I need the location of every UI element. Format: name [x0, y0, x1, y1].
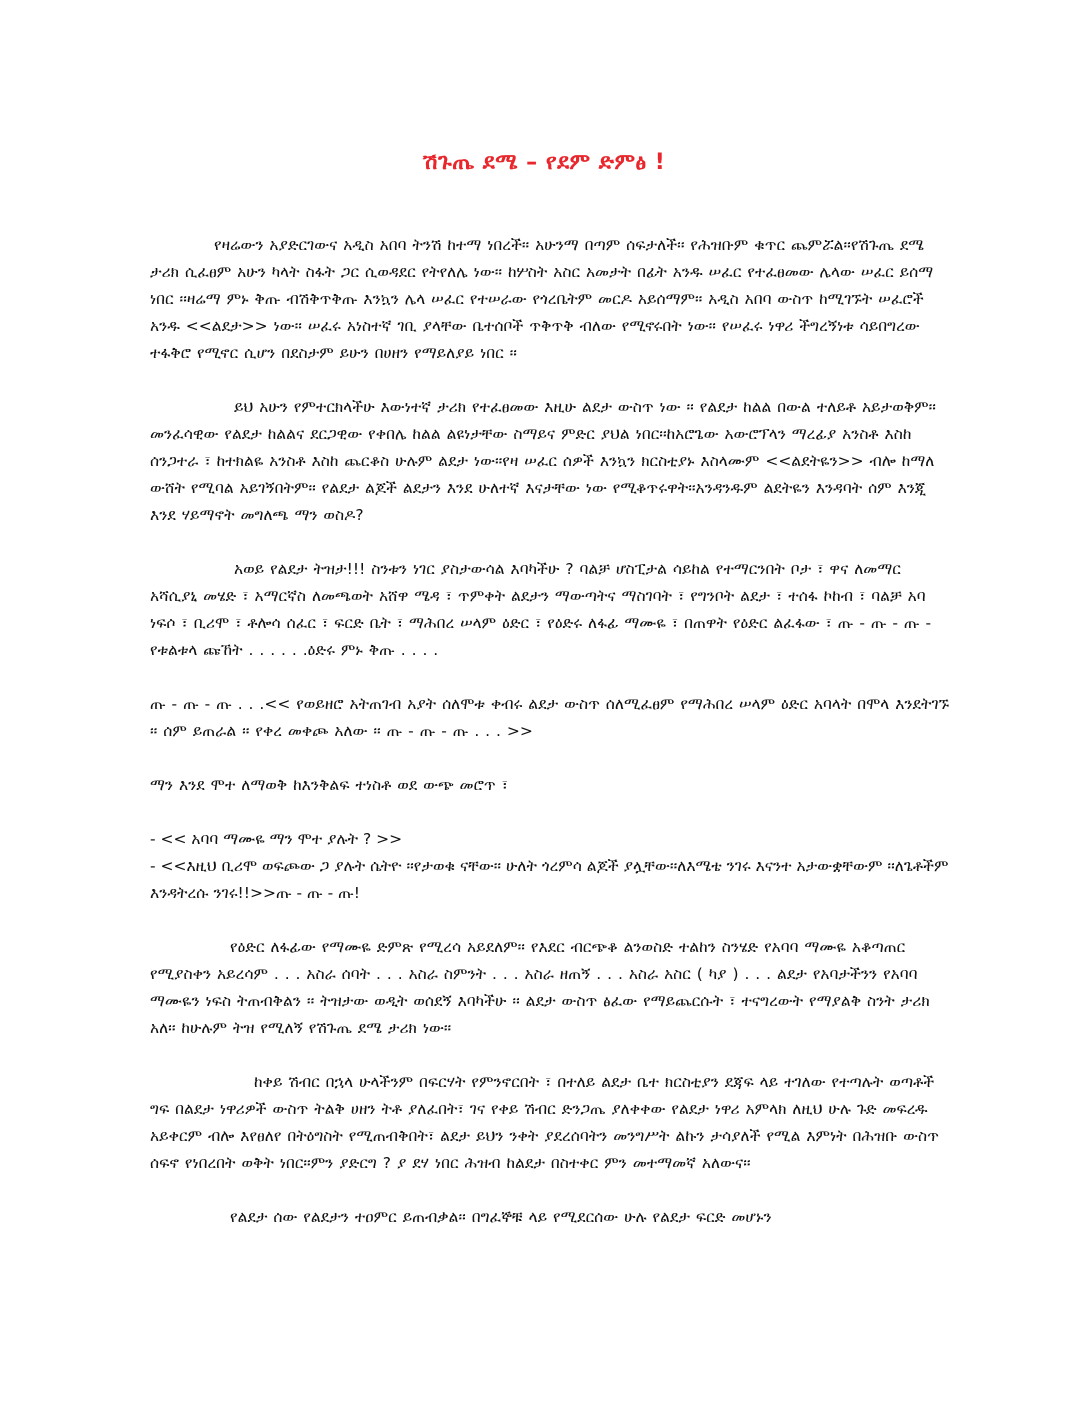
paragraph-4: ጡ - ጡ - ጡ . . .<< የወይዘሮ አትጠገብ አያት ሰለሞቱ ቀብሩ ልደታ ውስጥ ሰለሚፈፀም የማሕበረ ሠላም ዕድር አባላት በሞላ እንደትገኙ ፡፡ ሰም ይጠራል ፡፡ የቀረ መቀጮ አለው ፡፡ ጡ - ጡ - ጡ . . . >> — [150, 695, 950, 740]
paragraph-7: ከቀይ ሽብር በኋላ ሁላችንም በፍርሃት የምንኖርበት ፣ በተለይ ልደታ ቤተ ክርስቲያን ደጃፍ ላይ ተገለው የተጣሉት ወጣቶች ግፍ በልደታ ነዋሪዎች ውስጥ ትልቅ ሀዘን ትቶ ያለፈበት፣ ገና የቀይ ሽብር ድንጋጤ ያለቀቀው የልደታ ነዋሪ አምላክ ለዚህ ሁሉ ጉድ መፍረዱ አይቀርም ብሎ እየፀለየ በትዕግስት የሚጠብቅበት፣ ልደታ ይህን ንቀት ያደረሰባትን መንግሥት ልኩን ታሳያለች የሚል እምነት በሕዝቡ ውስጥ ሰፍኖ የነበረበት ወቅት ነበር፡፡ምን ያድርግ ? ያ ደሃ ነበር ሕዝብ ከልደታ በስተቀር ምን መተማመኛ አለውና፡፡ — [150, 1073, 939, 1172]
paragraph-2: ይህ አሁን የምተርክላችሁ እውነተኛ ታሪክ የተፈፀመው እዚሁ ልደታ ውስጥ ነው ፡፡ የልደታ ከልል በውል ተለይቶ አይታወቅም፡፡መንፈሳዊው የልደታ ከልልና ደርጋዊው የቀበሌ ከልል ልዩነታቸው ስማይና ምድር ያህል ነበር፡፡ከአሮጌው አውሮፕላን ማረፊያ አንስቶ እስከ ሰንጋተራ ፣ ከተክልዬ አንስቶ እስከ ጨርቆስ ሁሉም ልደታ ነው፡፡የዛ ሠፈር ሰዎች እንኳን ክርስቲያኑ እስላሙም <<ልደትዬን>> ብሎ ከማለ ውሸት የሚባል አይገኝበትም፡፡ የልደታ ልጆች ልደታን እንደ ሁለተኛ እናታቸው ነው የሚቆጥሩዋት፡፡አንዳንዱም ልደትዬን እንዳባት ሰም እንጂ እንደ ሃይማኖት መግለጫ ማን ወስዶ? — [150, 398, 936, 524]
paragraph-1: የዛሬውን አያድርገውና አዲስ አበባ ትንሽ ከተማ ነበረች፡፡ አሁንማ በጣም ሰፍታለች፡፡ የሕዝቡም ቁጥር ጨምሯል፡፡የሽጉጤ ደሜ ታሪክ ሲፈፀም አሁን ካላት ስፋት ጋር ሲወዳደር የትየለሌ ነው፡፡ ከሦስት አስር አመታት በፊት አንዱ ሠፈር የተፈፀመው ሌላው ሠፈር ይሰማ ነበር ፡፡ዛሬማ ምኑ ቅጡ ብሽቅጥቅጡ እንኳን ሌላ ሠፈር የተሠራው የጎረቤትም መርዶ አይሰማም፡፡ አዲስ አበባ ውስጥ ከሚገኙት ሠፈሮች አንዱ <<ልደታ>> ነው፡፡ ሠፈሩ አነስተኛ ገቢ ያላቸው ቤተሰቦች ጥቅጥቅ ብለው የሚኖሩበት ነው፡፡ የሠፈሩ ነዋሪ ችግረኝነቱ ሳይበግረው ተፋቅሮ የሚኖር ሲሆን በደስታም ይሁን በሀዘን የማይለያይ ነበር ፡፡ — [150, 236, 934, 362]
paragraph-5: ማን እንደ ሞተ ለማወቅ ከእንቅልፍ ተነስቶ ወደ ውጭ መሮጥ ፣ — [150, 776, 508, 794]
dialog-block — [150, 826, 950, 907]
paragraph-3: አወይ የልደታ ትዝታ!!! ስንቱን ነገር ያስታውሳል እባካችሁ ? ባልቻ ሆስፒታል ሳይከል የተማርንበት ቦታ ፣ ዋና ለመማር አሻሲያኒ መሄድ ፣ አማርኛስ ለመጫወት አሸዋ ሜዳ ፣ ጥምቀት ልደታን ማውጣትና ማስገባት ፣ የግንቦት ልደታ ፣ ተሰፋ ኮከብ ፣ ባልቻ አባ ነፍሶ ፣ ቢሪሞ ፣ ቶሎሳ ሰፈር ፣ ፍርድ ቤት ፣ ማሕበረ ሠላም ዕድር ፣ የዕድሩ ለፋፊ ማሙዬ ፣ በጠዋት የዕድር ልፈፋው ፣ ጡ - ጡ - ጡ - የቱልቱላ ጩኸት . . . . . .ዕድሩ ምኑ ቅጡ . . . . — [150, 560, 932, 659]
document-body — [150, 232, 950, 1258]
paragraph-8: የልደታ ሰው የልደታን ተዐምር ይጠብቃል፡፡ በግፈኞቹ ላይ የሚደርሰው ሁሉ የልደታ ፍርድ መሆኑን — [230, 1208, 772, 1226]
dialog-line-2: - <<እዚህ ቢሪሞ ወፍጮው ጋ ያሉት ሴትዮ ፡፡የታወቁ ናቸው፡፡ ሁለት ጎረምሳ ልጆች ያሏቸው፡፡ለእሜቴ ንገሩ እናንተ አታውቋቸውም ፡፡ለጌቶችም እንዳትረሱ ንገሩ!!>>ጡ - ጡ - ጡ! — [150, 857, 949, 902]
document-title: ሽጉጤ ደሜ – የደም ድምፅ ! — [422, 150, 666, 175]
paragraph-6: የዕድር ለፋፊው የማሙዬ ድምጽ የሚረሳ አይደለም፡፡ የእደር ብርጭቆ ልንወስድ ተልከን ስንሄድ የአባባ ማሙዬ አቆጣጠር የሚያስቀን አይረሳም . . . አስራ ሰባት . . . አስራ ስምንት . . . አስራ ዘጠኝ . . . አስራ አስር ( ካያ ) . . . ልደታ የአባታችንን የአባባ ማሙዬን ነፍስ ትጠብቅልን ፡፡ ትዝታው ወዲት ወሰደኝ እባካችሁ ፡፡ ልደታ ውስጥ ፅፈው የማይጨርሱት ፣ ተናግረውት የማያልቅ ስንት ታሪክ አለ፡፡ ከሁሉም ትዝ የሚለኝ የሽጉጤ ደሜ ታሪክ ነው፡፡ — [150, 938, 930, 1037]
dialog-line-1: - << አባባ ማሙዬ ማን ሞተ ያሉት ? >> — [150, 830, 403, 848]
